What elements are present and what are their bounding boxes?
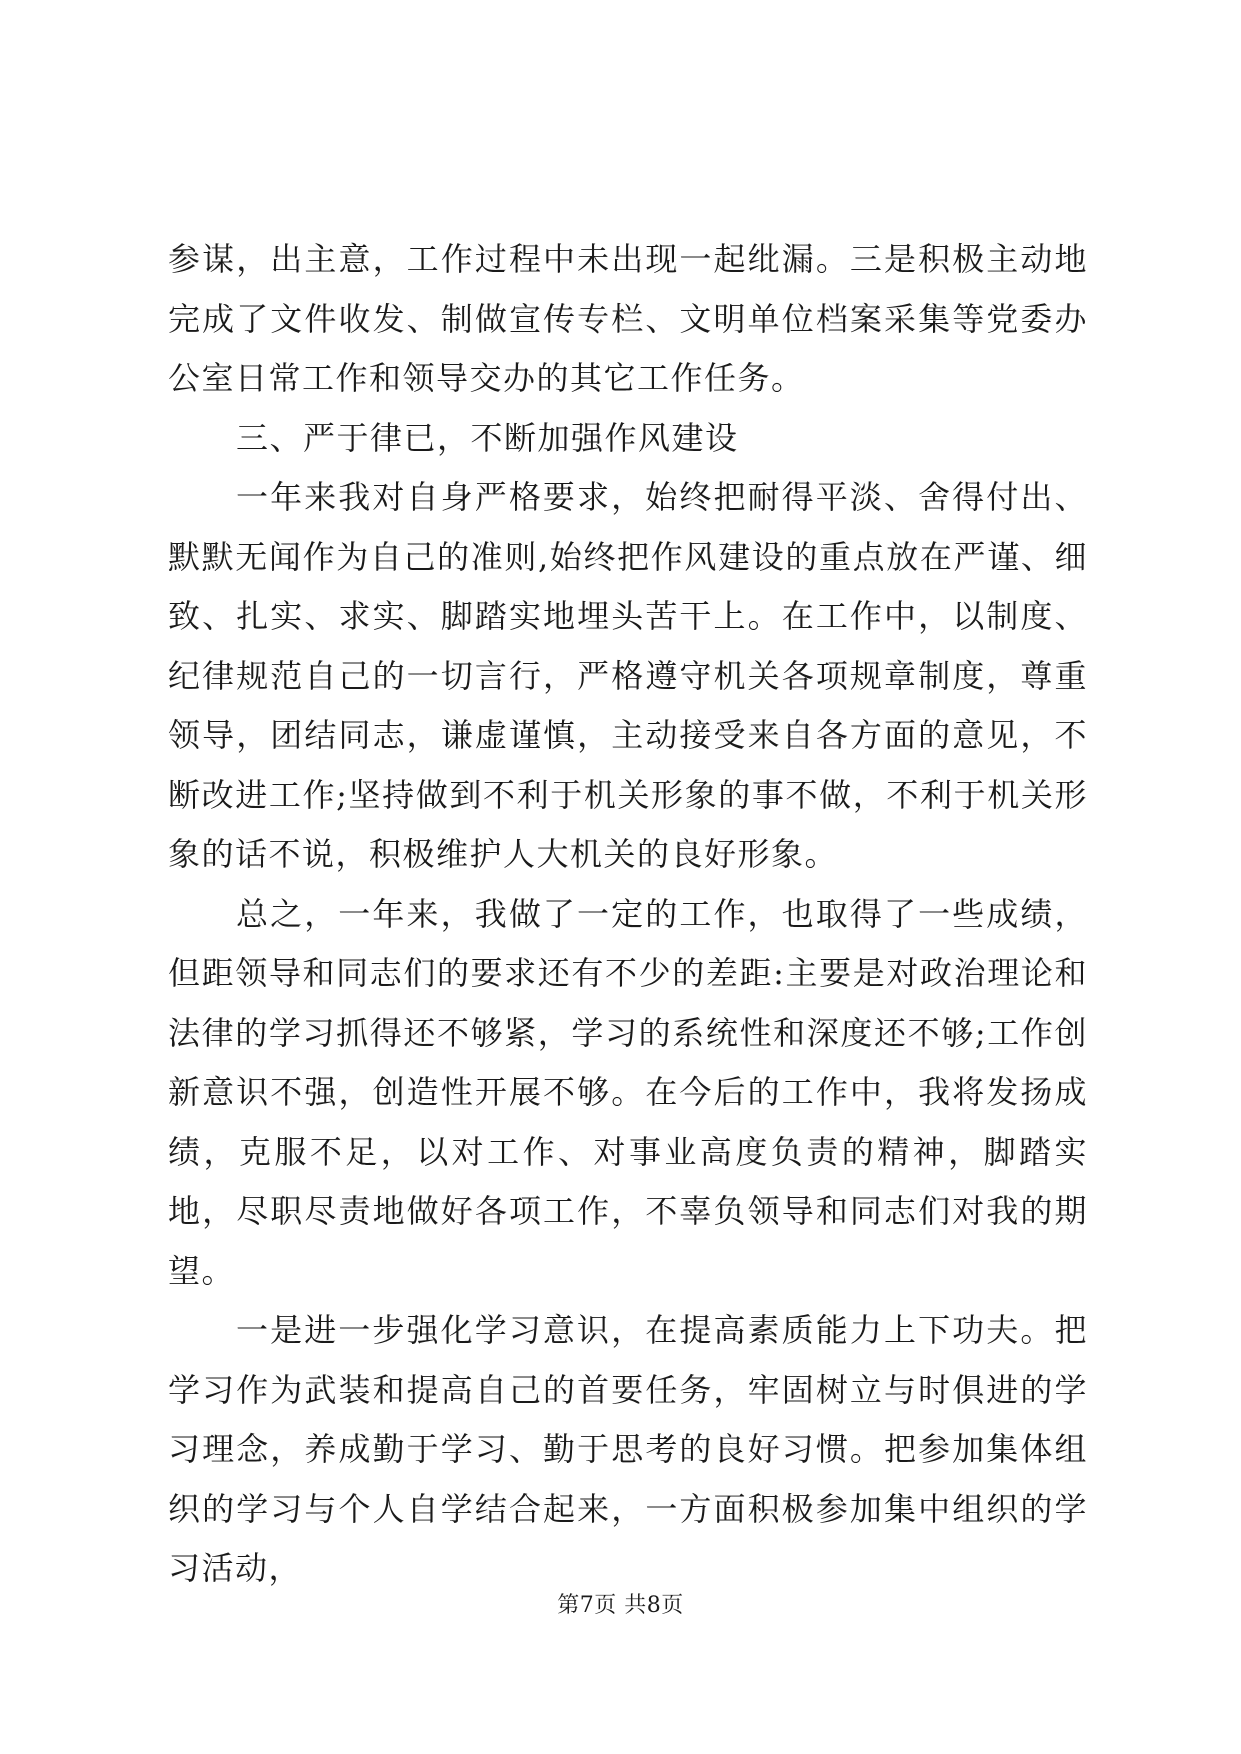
section-heading-3: 三、严于律已，不断加强作风建设 [236, 418, 739, 457]
paragraph-1: 参谋，出主意，工作过程中未出现一起纰漏。三是积极主动地完成了文件收发、制做宣传专栏、文明单位档案采集等党委办公室日常工作和领导交办的其它工作任务。 [168, 240, 1088, 397]
page-footer: 第7页 共8页 [557, 1593, 684, 1618]
paragraph-3: 总之，一年来，我做了一定的工作，也取得了一些成绩，但距领导和同志们的要求还有不少的差距:主要是对政治理论和法律的学习抓得还不够紧，学习的系统性和深度还不够;工作创新意识不强，创造性开展不够。在今后的工作中，我将发扬成绩，克服不足，以对工作、对事业高度负责的精神，脚踏实地，尽职尽责地做好各项工作，不辜负领导和同志们对我的期望。 [168, 894, 1088, 1290]
document-body [168, 230, 1088, 1599]
paragraph-2: 一年来我对自身严格要求，始终把耐得平淡、舍得付出、默默无闻作为自己的准则,始终把作风建设的重点放在严谨、细致、扎实、求实、脚踏实地埋头苦干上。在工作中，以制度、纪律规范自己的一切言行，严格遵守机关各项规章制度，尊重领导，团结同志，谦虚谨慎，主动接受来自各方面的意见，不断改进工作;坚持做到不利于机关形象的事不做，不利于机关形象的话不说，积极维护人大机关的良好形象。 [168, 478, 1088, 873]
paragraph-4: 一是进一步强化学习意识，在提高素质能力上下功夫。把学习作为武装和提高自己的首要任务，牢固树立与时俱进的学习理念，养成勤于学习、勤于思考的良好习惯。把参加集体组织的学习与个人自学结合起来，一方面积极参加集中组织的学习活动， [168, 1311, 1088, 1587]
